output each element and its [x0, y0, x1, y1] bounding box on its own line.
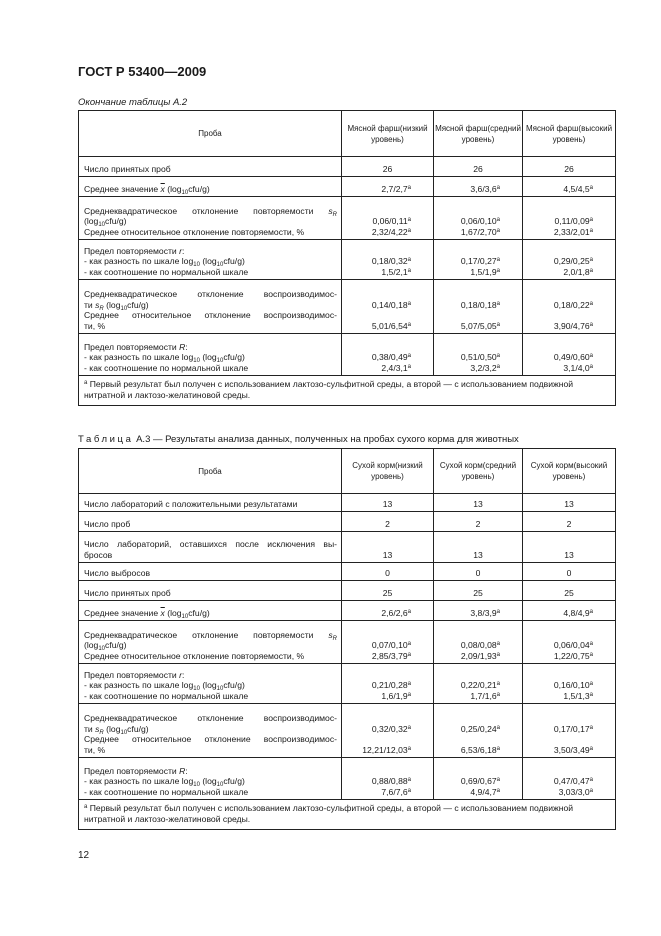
table-row	[79, 758, 616, 800]
cell-value: 0,22/0,21$^a$ 1,7/1,6$^a$	[434, 664, 523, 704]
cell-value: 0,21/0,28$^a$ 1,6/1,9$^a$	[342, 664, 434, 704]
cell-value: 2	[434, 512, 523, 532]
table-a3	[78, 448, 616, 830]
cell-value: 0,29/0,25$^a$ 2,0/1,8$^a$	[523, 240, 616, 280]
cell-value: 0,16/0,10$^a$ 1,5/1,3$^a$	[523, 664, 616, 704]
column-header-high: Мясной фарш(высокий уровень)	[523, 111, 616, 157]
row-label-repeatability-limit: Предел повторяемости r: - как разность по шкале $\log_{10} (\log_{10}cfu/g)$ - как соотношение по нормальной шкале	[79, 664, 342, 704]
cell-value: 0,14/0,18$^a$ 5,01/6,54$^a$	[342, 280, 434, 334]
row-label-reproducibility-sd: Среднеквадратическое отклонение воспроизводимос- ти $s_R$ $(\log_{10}cfu/g)$ Среднее относительное отклонение воспроизводимос- ти, %	[79, 280, 342, 334]
table-row	[79, 704, 616, 758]
cell-value: 26	[342, 157, 434, 177]
row-label-repeatability-sd: Среднеквадратическое отклонение повторяемости $s_R$ $(\log_{10}cfu/g)$ Среднее относительное отклонение повторяемости, %	[79, 197, 342, 240]
row-label-repeatability-sd: Среднеквадратическое отклонение повторяемости $s_R$ $(\log_{10}cfu/g)$ Среднее относительное отклонение повторяемости, %	[79, 621, 342, 664]
row-label-labs-positive: Число лабораторий с положительными результатами	[79, 494, 342, 512]
cell-value: 0,17/0,17$^a$ 3,50/3,49$^a$	[523, 704, 616, 758]
row-label-accepted: Число принятых проб	[79, 157, 342, 177]
table-row	[79, 532, 616, 563]
cell-value: 25	[434, 581, 523, 601]
cell-value: 3,6/3,6$^a$	[434, 177, 523, 197]
table-footnote-row	[79, 800, 616, 830]
cell-value: 0,88/0,88$^a$ 7,6/7,6$^a$	[342, 758, 434, 800]
cell-value: 0,32/0,32$^a$ 12,21/12,03$^a$	[342, 704, 434, 758]
row-label-mean: Среднее значение $\overline{x}$ $(\log_{10}cfu/g)$	[79, 601, 342, 621]
cell-value: 2	[342, 512, 434, 532]
table-row	[79, 197, 616, 240]
cell-value: 13	[523, 532, 616, 563]
cell-value: 26	[523, 157, 616, 177]
table-footnote-row	[79, 376, 616, 406]
cell-value: 13	[523, 494, 616, 512]
table-row	[79, 581, 616, 601]
row-label-mean: Среднее значение $\overline{x}$ $(\log_{10}cfu/g)$	[79, 177, 342, 197]
row-label-reproducibility-limit: Предел повторяемости R: - как разность по шкале $\log_{10} (\log_{10}cfu/g)$ - как соотношение по нормальной шкале	[79, 334, 342, 376]
cell-value: 0	[434, 563, 523, 581]
column-header-high: Сухой корм(высокий уровень)	[523, 449, 616, 494]
cell-value: 0,38/0,49$^a$ 2,4/3,1$^a$	[342, 334, 434, 376]
cell-value: 0,18/0,32$^a$ 1,5/2,1$^a$	[342, 240, 434, 280]
cell-value: 4,5/4,5$^a$	[523, 177, 616, 197]
cell-value: 0,47/0,47$^a$ 3,03/3,0$^a$	[523, 758, 616, 800]
table-row	[79, 664, 616, 704]
column-header-low: Мясной фарш(низкий уровень)	[342, 111, 434, 157]
cell-value: 0,17/0,27$^a$ 1,5/1,9$^a$	[434, 240, 523, 280]
row-label-reproducibility-sd: Среднеквадратическое отклонение воспроизводимос- ти $s_R$ $(\log_{10}cfu/g)$ Среднее относительное отклонение воспроизводимос- ти, %	[79, 704, 342, 758]
cell-value: 0,06/0,04$^a$ 1,22/0,75$^a$	[523, 621, 616, 664]
table-header-row	[79, 449, 616, 494]
cell-value: 0,49/0,60$^a$ 3,1/4,0$^a$	[523, 334, 616, 376]
row-label-samples: Число проб	[79, 512, 342, 532]
cell-value: 3,8/3,9$^a$	[434, 601, 523, 621]
cell-value: 0,08/0,08$^a$ 2,09/1,93$^a$	[434, 621, 523, 664]
row-label-reproducibility-limit: Предел повторяемости R: - как разность по шкале $\log_{10} (\log_{10}cfu/g)$ - как соотношение по нормальной шкале	[79, 758, 342, 800]
cell-value: 0,11/0,09$^a$ 2,33/2,01$^a$	[523, 197, 616, 240]
cell-value: 13	[434, 532, 523, 563]
column-header-medium: Сухой корм(средний уровень)	[434, 449, 523, 494]
cell-value: 0,51/0,50$^a$ 3,2/3,2$^a$	[434, 334, 523, 376]
column-header-sample: Проба	[79, 111, 342, 157]
page-number: 12	[78, 850, 90, 861]
column-header-low: Сухой корм(низкий уровень)	[342, 449, 434, 494]
cell-value: 2,6/2,6$^a$	[342, 601, 434, 621]
table-row	[79, 494, 616, 512]
table-row	[79, 280, 616, 334]
table-row	[79, 177, 616, 197]
row-label-repeatability-limit: Предел повторяемости r: - как разность по шкале $\log_{10} (\log_{10}cfu/g)$ - как соотношение по нормальной шкале	[79, 240, 342, 280]
cell-value: 25	[523, 581, 616, 601]
table-header-row	[79, 111, 616, 157]
column-header-sample: Проба	[79, 449, 342, 494]
row-label-labs-left: Число лабораторий, оставшихся после исключения вы- бросов	[79, 532, 342, 563]
cell-value: 2,7/2,7$^a$	[342, 177, 434, 197]
row-label-accepted: Число принятых проб	[79, 581, 342, 601]
cell-value: 0,18/0,18$^a$ 5,07/5,05$^a$	[434, 280, 523, 334]
table-row	[79, 240, 616, 280]
table-footnote: $^a$ Первый результат был получен с использованием лактозо-сульфитной среды, а второй — с использованием подвижной нитратной и лактозо-желатиновой среды.	[79, 376, 616, 406]
cell-value: 4,8/4,9$^a$	[523, 601, 616, 621]
table-a3-caption: Таблица А.3 — Результаты анализа данных, полученных на пробах сухого корма для животных	[78, 434, 519, 445]
cell-value: 0,69/0,67$^a$ 4,9/4,7$^a$	[434, 758, 523, 800]
cell-value: 0	[342, 563, 434, 581]
table-row	[79, 563, 616, 581]
table-row	[79, 621, 616, 664]
cell-value: 25	[342, 581, 434, 601]
cell-value: 13	[342, 532, 434, 563]
column-header-medium: Мясной фарш(средний уровень)	[434, 111, 523, 157]
table-row	[79, 601, 616, 621]
row-label-outliers: Число выбросов	[79, 563, 342, 581]
cell-value: 0	[523, 563, 616, 581]
cell-value: 26	[434, 157, 523, 177]
document-header: ГОСТ Р 53400—2009	[78, 64, 207, 79]
cell-value: 0,06/0,10$^a$ 1,67/2,70$^a$	[434, 197, 523, 240]
cell-value: 2	[523, 512, 616, 532]
table-a2-caption: Окончание таблицы А.2	[78, 97, 188, 108]
cell-value: 0,06/0,11$^a$ 2,32/4,22$^a$	[342, 197, 434, 240]
cell-value: 13	[434, 494, 523, 512]
table-row	[79, 512, 616, 532]
cell-value: 13	[342, 494, 434, 512]
cell-value: 0,07/0,10$^a$ 2,85/3,79$^a$	[342, 621, 434, 664]
table-row	[79, 157, 616, 177]
table-footnote: $^a$ Первый результат был получен с использованием лактозо-сульфитной среды, а второй — с использованием подвижной нитратной и лактозо-желатиновой среды.	[79, 800, 616, 830]
table-row	[79, 334, 616, 376]
table-a2	[78, 110, 616, 406]
cell-value: 0,25/0,24$^a$ 6,53/6,18$^a$	[434, 704, 523, 758]
cell-value: 0,18/0,22$^a$ 3,90/4,76$^a$	[523, 280, 616, 334]
